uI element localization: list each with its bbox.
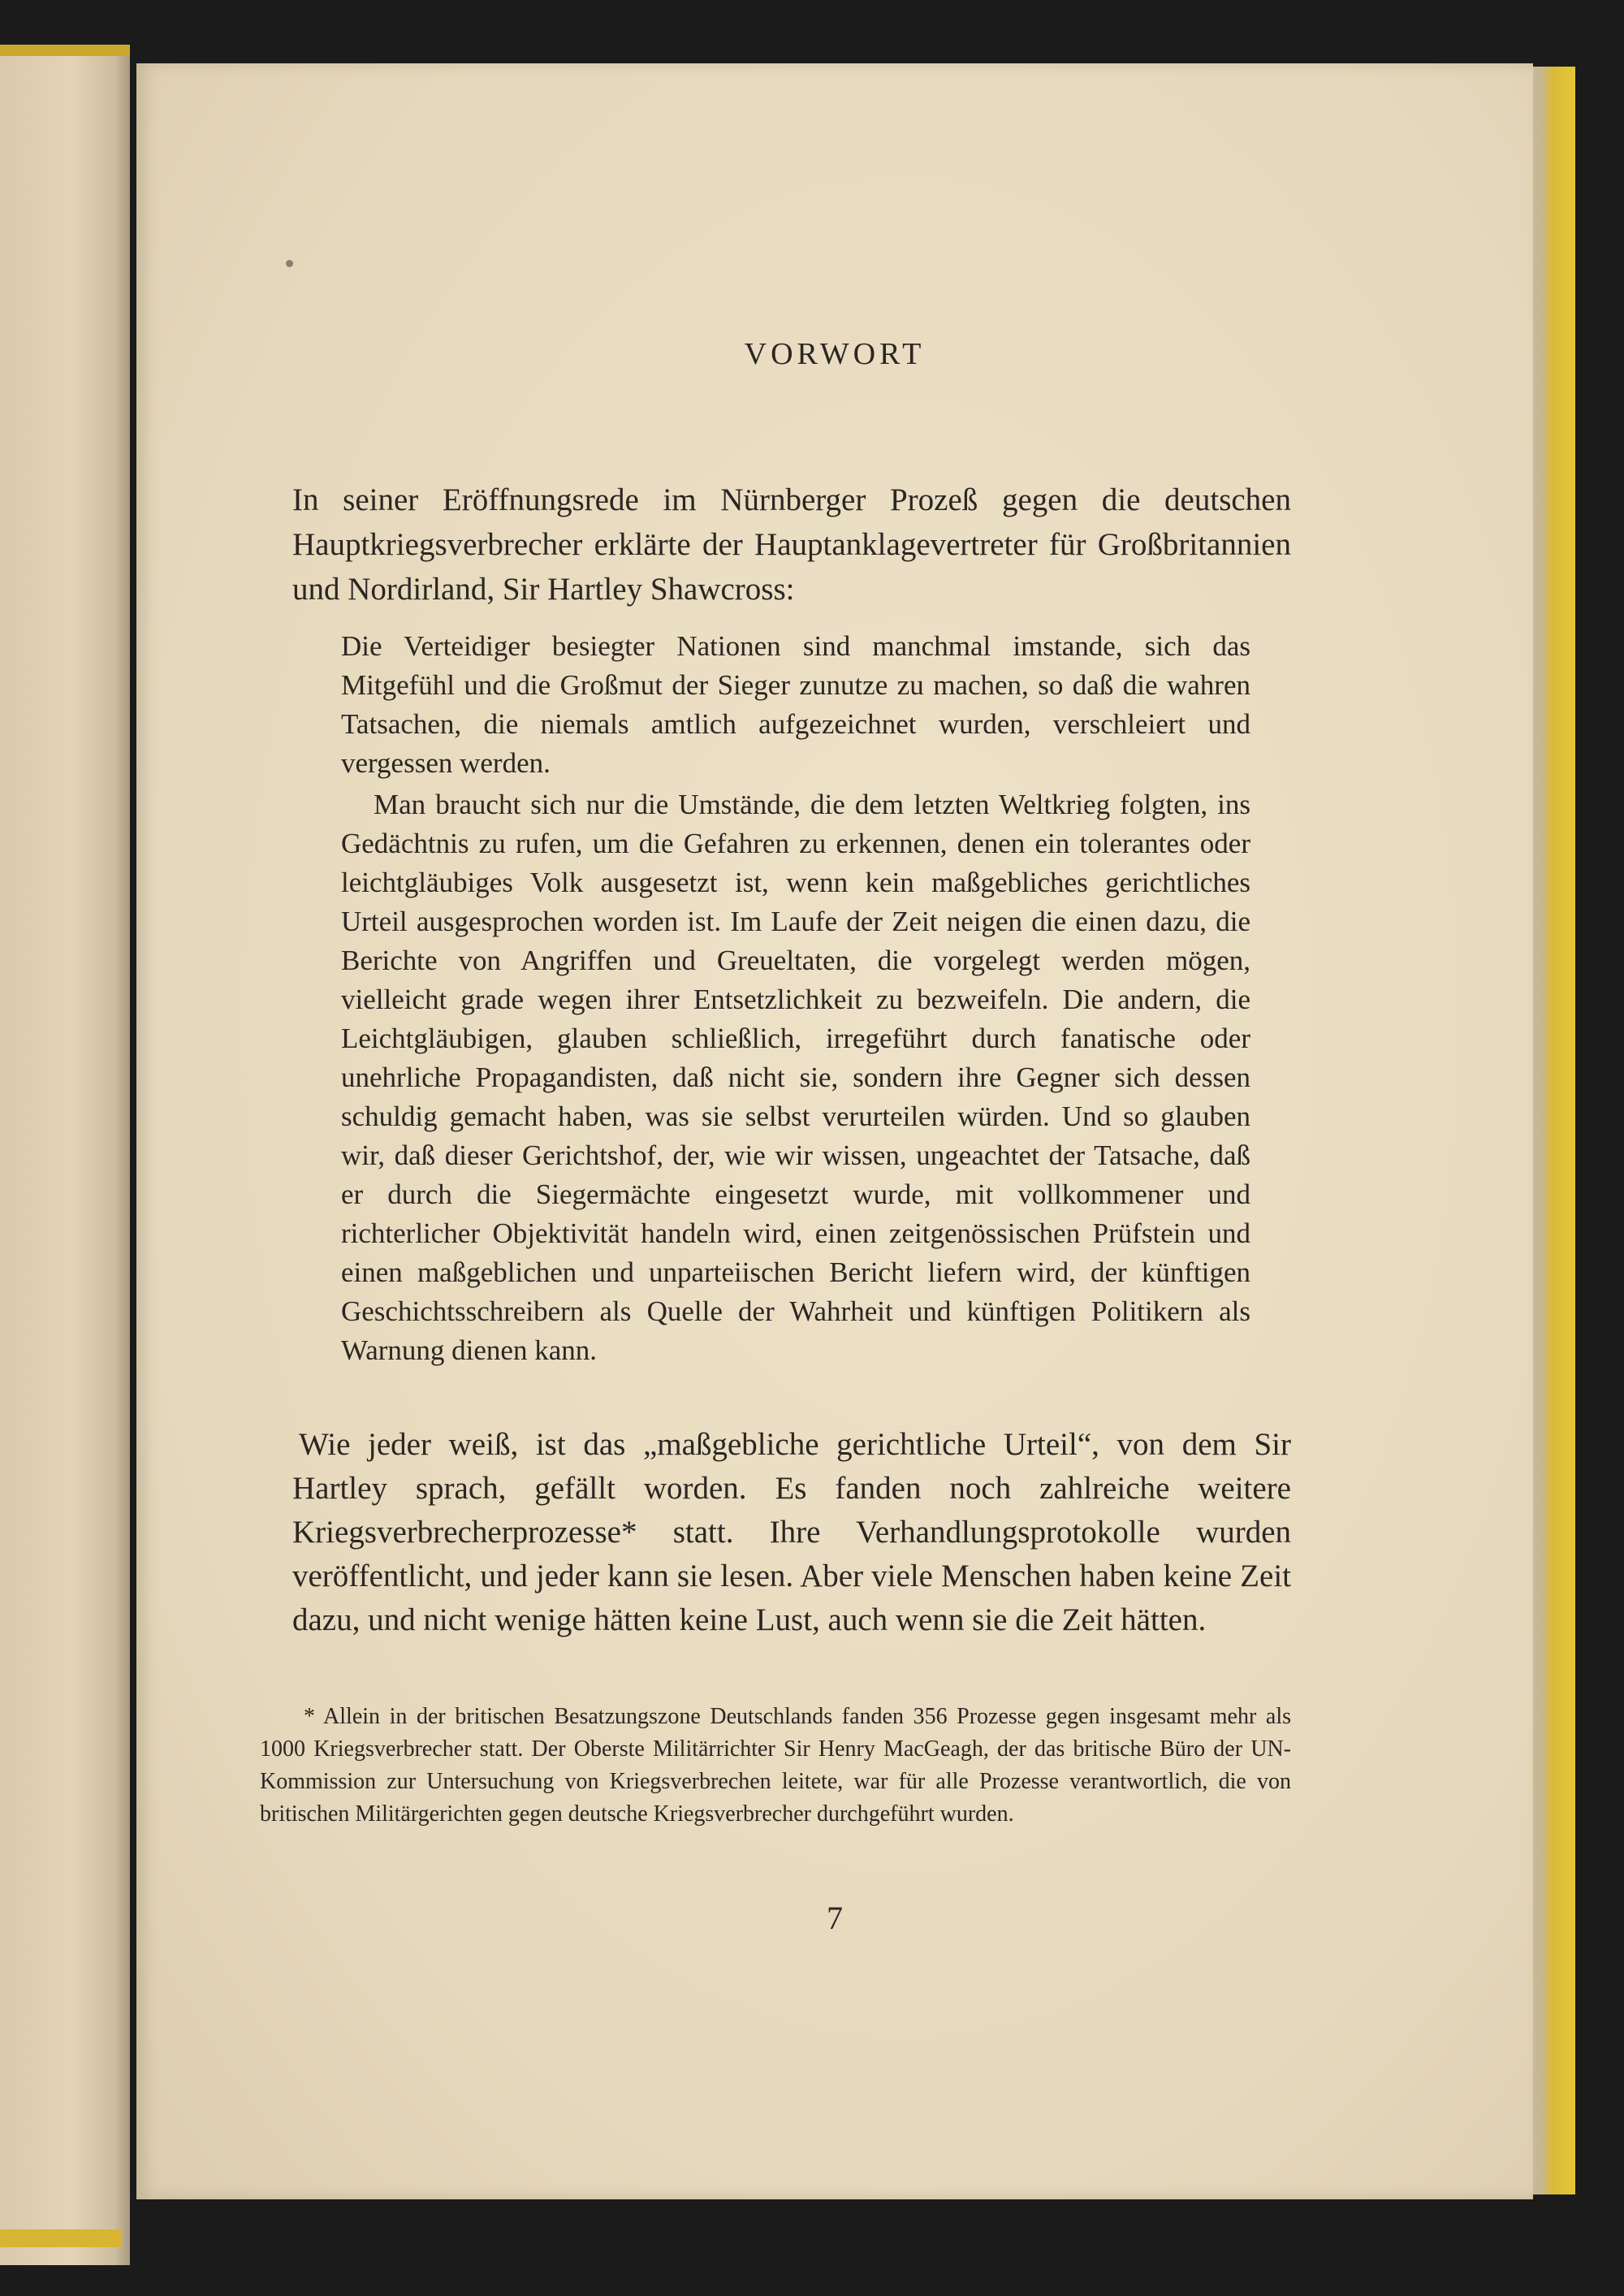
closing-paragraph: Wie jeder weiß, ist das „maßgebliche gerichtliche Urteil“, von dem Sir Hartley sprach, gefällt worden. Es fanden noch zahlreiche weitere Kriegsverbrecherprozesse* statt. Ihre Verhandlungsprotokolle wurden veröffentlicht, und jeder kann sie lesen. Aber viele Menschen haben keine Zeit dazu, und nicht wenige hätten keine Lust, auch wenn sie die Zeit hätten. (292, 1427, 1291, 1637)
left-page-edge (0, 45, 130, 2265)
quote-paragraph-2: Man braucht sich nur die Umstände, die dem letzten Weltkrieg folgten, ins Gedächtnis zu rufen, um die Gefahren zu erkennen, denen ein tolerantes oder leichtgläubiges Volk ausgesetzt ist, wenn kein maßgebliches gerichtliches Urteil ausgesprochen worden ist. Im Laufe der Zeit neigen die einen dazu, die Berichte von Angriffen und Greueltaten, die vorgelegt werden mögen, vielleicht grade wegen ihrer Entsetzlichkeit zu bezweifeln. Die andern, die Leichtgläubigen, glauben schließlich, irregeführt durch fanatische oder unehrliche Propagandisten, daß nicht sie, sondern ihre Gegner sich dessen schuldig gemacht haben, was sie selbst verurteilen würden. Und so glauben wir, daß dieser Gerichtshof, der, wie wir wissen, ungeachtet der Tatsache, daß er durch die Siegermächte eingesetzt wurde, mit vollkommener und richterlicher Objektivität handeln wird, einen zeitgenössischen Prüfstein und einen maßgeblichen und unparteiischen Bericht liefern wird, der künftigen Geschichtsschreibern als Quelle der Wahrheit und künftigen Politikern als Warnung dienen kann. (341, 789, 1250, 1366)
quote-paragraph-1: Die Verteidiger besiegter Nationen sind manchmal imstande, sich das Mitgefühl und die Großmut der Sieger zunutze zu machen, so daß die wahren Tatsachen, die niemals amtlich aufgezeichnet wurden, verschleiert und vergessen werden. (341, 630, 1250, 779)
intro-paragraph: In seiner Eröffnungsrede im Nürnberger Prozeß gegen die deutschen Hauptkriegsverbrecher erklärte der Hauptanklagevertreter für Großbritannien und Nordirland, Sir Hartley Shawcross: (292, 482, 1291, 607)
footnote: * Allein in der britischen Besatzungszone Deutschlands fanden 356 Prozesse gegen insgesamt mehr als 1000 Kriegsverbrecher statt. Der Oberste Militärrichter Sir Henry MacGeagh, der das britische Büro der UN-Kommission zur Untersuchung von Kriegsverbrechen leitete, war für alle Prozesse verantwortlich, die von britischen Militärgerichten gegen deutsche Kriegsverbrecher durchgeführt wurden. (260, 1704, 1291, 1827)
chapter-heading: VORWORT (744, 337, 926, 371)
page-number: 7 (827, 1900, 843, 1936)
book-cover-edge (0, 2229, 122, 2247)
book-page (136, 63, 1533, 2199)
paper-speck (286, 260, 293, 267)
